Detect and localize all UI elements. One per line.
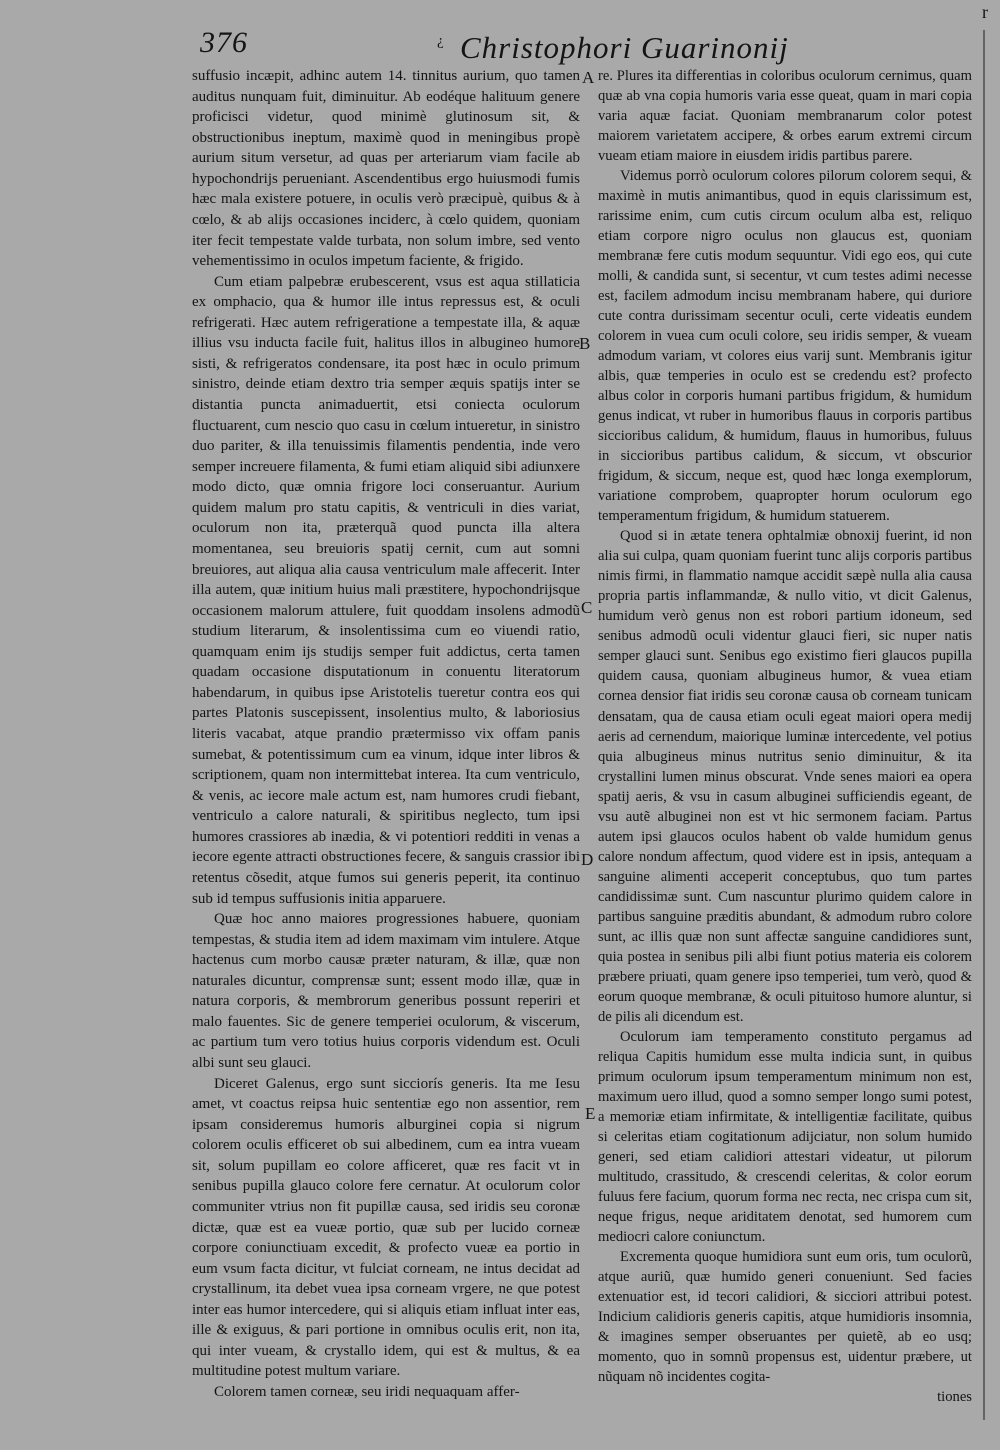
paragraph: suffusio incæpit, adhinc autem 14. tinnitus aurium, quo tamen auditus nunquam fuit, diminuitur. Ab eodéque halituum genere proficisci videtur, quod minimè glutinosum sit, & obstructionibus ineptum, maximè quod in meningibus propè aurium situm versetur, ad quas per arteriarum viam facile ab hypochondrijs perueniant. Ascendentibus ergo huiusmodi fumis hæc mala existere potuere, in oculis verò præcipuè, quibus & à cœlo, & ab alijs occasiones inciderc, à cœlo quidem, quoniam iter fecit tempestate valde turbata, non solum imbre, sed vento vehementissimo in oculos impetum faciente, & frigido. — [192, 68, 580, 270]
page-number: 376 — [200, 26, 248, 59]
paragraph: Cum etiam palpebræ erubescerent, vsus est aqua stillaticia ex omphacio, qua & humor ille intus repressus est, & oculi refrigerati. Hæc autem refrigeratione a tempestate illa, & aquæ illius vsu inducta facile fuit, halitus illos in albugineo humore sisti, & refrigeratos condensare, ita post hæc in oculo primum sinistro, deinde etiam dextro tria semper æquis spatijs inter se distantia puncta animaduertit, etsi coniecta oculorum fluctuarent, cum nescio quo casu in cœlum intueretur, in sinistro duo pariter, & illa tenuissimis filamentis pendentia, inde vero semper increuere filamenta, & fumi etiam aliquid sibi adiunxere modo dicto, quæ omnia frigore loci conseruantur. Aurium quidem malum pro statu capitis, & ventriculi in dies variat, oculorum non ita, præterquã quod puncta illa altera momentanea, seu breuioris spatij cernit, cum aut somni breuiores, aut aliqua alia causa ventriculum male affecerit. Inter illa autem, quæ initium huius mali præstitere, hypochondrijsque occasionem malorum attulere, fuit quoddam insolens admodũ studium literarum, & insolentissima cum eo viuendi ratio, quamquam enim ijs studijs semper fuit addictus, certa tamen quadam occasione disputationum in conuentu literatorum habendarum, in quibus ipse Aristotelis tueretur contra eos qui partes Platonis suscepissent, insolentius multo, & laboriosius literis vacabat, atque prandio prætermisso vix offam panis sumebat, & potentissimum cum ea vinum, idque inter libros & scriptionem, quam non intermittebat interea. Ita cum ventriculo, & venis, ac iecore male actum est, nam humores crudi fiebant, ventriculo a calore naturali, & spiritibus neglecto, tum ipsi humores crassiores ab inædia, & vi potentiori redditi in venas a iecore egente attracti obstructiones fecere, & sanguis crassior ibi retentus cõsedit, atque fumos sui generis peperit, ita continuo sub id tempus suffusionis initia apparuere. — [192, 273, 580, 907]
left-text-column — [192, 66, 580, 1403]
paragraph: Diceret Galenus, ergo sunt sicciorís generis. Ita me Iesu amet, vt coactus reipsa huic sententiæ ego non assentior, rem ipsam consideremus humoris alburginei copia si nigrum colorem oculis efficeret ob sui albedinem, cum ea intra vueam sit, solum pupillam eo colore afficeret, quæ res facit vt in senibus pupilla glauco colore fere cernatur. At oculorum color communiter vtrius non fit pupillæ causa, sed iridis seu coronæ dictæ, quæ est ea vueæ portio, quæ sub per lucido corneæ corpore coniunctiuam excedit, & profecto vueæ ea portio in eum vsum facta dicitur, vt fulciat corneam, ne intus decidat ad crystallinum, ita debet vuea ipsa corneam vrgere, ne que potest inter eas humor intercedere, qui si aliquis etiam influat inter eas, ille & exiguus, & pari portione in omnibus oculis erit, non ita, qui inter vueam, & crystallo idem, qui est & multus, & ea multitudine potest multum variare. — [192, 1075, 580, 1380]
paragraph: Quæ hoc anno maiores progressiones habuere, quoniam tempestas, & studia item ad idem maximam vim intulere. Atque hactenus cum morbo causæ præter naturam, & illæ, quæ non naturales dicuntur, comprensæ sunt; essent modo illæ, quæ in natura corporis, & membrorum generibus possunt reperiri et malo fauentes. Sic de genere temperiei oculorum, & viscerum, ac partium tum vero totius huius corporis videndum est. Oculi albi sunt seu glauci. — [192, 911, 580, 1071]
margin-letter-b: B — [579, 334, 591, 353]
paragraph: Oculorum iam temperamento constituto pergamus ad reliqua Capitis humidum esse multa indicia sunt, in quibus primum oculorum ipsum temperamentum minimum non est, maximum uero illud, quod a somno semper longo sumi potest, a memoriæ etiam infirmitate, & intelligentiæ facilitate, quibus si celeritas etiam cogitationum adijciatur, non solum humido generi, sed etiam calidiori attestari videatur, ut pilorum multitudo, crassitudo, & crescendi celeritas, & color eorum fuluus fere facium, quorum forma nec recta, nec crispa cum sit, neque frigus, neque ariditatem denotat, sed humorem cum mediocri calore coniunctum. — [598, 1028, 972, 1245]
margin-letter-d: D — [581, 850, 594, 869]
corner-mark: r — [982, 2, 988, 22]
right-text-column — [598, 66, 972, 1407]
paragraph: Quod si in ætate tenera ophtalmiæ obnoxij fuerint, id non alia sui culpa, quam quoniam fuerint tunc alijs corporis partibus nimis firmi, in flammatio namque accidit sæpè nulla alia causa propria partis inflammandæ, & nullo vitio, vt dicit Galenus, humidum verò genus non est robori partium idoneum, sed senibus admodũ oculi videntur glauci fieri, sic nuper natis semper glauci sunt. Senibus ego existimo fieri glaucos pupilla quidem causa, quoniam albugineus humor, & vuea etiam cornea densior fiat iridis seu coronæ causa ob corneam tunicam densatam, qua de causa etiam oculi egeat maiori opera medij aeris ad cernendum, maiorique luminæ intercedente, vel potius quia albugineus minus nutritus senio diminuitur, & ita crystallini lumen minus obscurat. Vnde senes maiori ea opera spatij aeris, & vsu in casum albuginei sufficiendis egeant, de vsu autẽ albuginei non est vt hic sermonem faciam. Partus autem ipsi glaucos oculos habent ob valde humidum genus calore nondum affectum, quod videre est in ipsis, antequam a sanguine alimenti acceperit conceptubus, quo tum partes candidissimæ sunt. Cum nascuntur plurimo quidem calore in partibus sanguine præditis abundant, & admodum rubro colore sunt, ac illis quæ non sunt affectæ sanguine candidiores sunt, quia postea in senibus pili albi fiunt potius materia eis colorem præbere priuati, quam genere ipso temperiei, tum verò, quod & eorum quoque membranæ, & oculi pituitoso humore aluntur, si de pilis ali dicendum est. — [598, 528, 972, 1025]
ink-mark: ¿ — [437, 33, 444, 49]
page-edge-shadow — [983, 30, 985, 1420]
running-title: Christophori Guarinonij — [460, 30, 789, 65]
paragraph: Excrementa quoque humidiora sunt eum oris, tum oculorũ, atque auriũ, quæ humido generi conueniunt. Sed facies extenuatior est, id tecori calidiori, & sicciori attribui potest. Indicium calidioris generis capitis, atque humidioris insomnia, & imagines semper obseruantes per quietẽ, ab eo usq; momento, quo in somnũ propensus est, uidentur præbere, ut nũquam nõ incidentes cogita- — [598, 1248, 972, 1386]
paragraph: Colorem tamen corneæ, seu iridi nequaquam affer- — [214, 1384, 520, 1400]
paragraph: Videmus porrò oculorum colores pilorum colorem sequi, & maximè in mutis animantibus, quod in equis clarissimum est, rarissime enim, cum cutis circum oculum alba est, reliquo etiam corpore nigro oculus non glaucus est, quoniam membranæ fere cutis modum sequuntur. Vidi ego eos, qui cute molli, & candida sunt, si secentur, vt cum testes adimi necesse est, facilem admodum incisu membranam habere, qui duriore cute contra durissimam secentur oculi, certe videatis eundem colorem in vuea cum oculi colore, seu iridis semper, & vueam admodum variam, vt colores eius varij sunt. Membranis igitur albis, quæ temperies in oculo est se credendu est? profecto albus color in corporis humani partibus frigidum, & humidum genus indicat, vt ruber in humoribus flauus in corporis partibus siccioribus calidum, & humidum, flauus in humoribus, fuluus in siccioribus partibus calidum, & siccum, vt obscurior frigidum, & siccum, neque est, quod hæc longa exemplorum, variatione comprobem, quapropter horum oculorum ego temperamentum frigidum, & humidum statuerem. — [598, 168, 972, 525]
paragraph: re. Plures ita differentias in coloribus oculorum cernimus, quam quæ ab vna copia humoris varia esse queat, quam in mari copia varia aquæ faciat. Quoniam membranarum color potest maiorem varietatem accipere, & orbes earum extremi circum vueam etiam maiore in eiusdem iridis partibus parere. — [598, 68, 972, 165]
catchword: tiones — [937, 1389, 972, 1406]
margin-letter-c: C — [581, 598, 593, 617]
margin-letter-e: E — [585, 1104, 596, 1123]
margin-letter-a: A — [582, 68, 595, 87]
